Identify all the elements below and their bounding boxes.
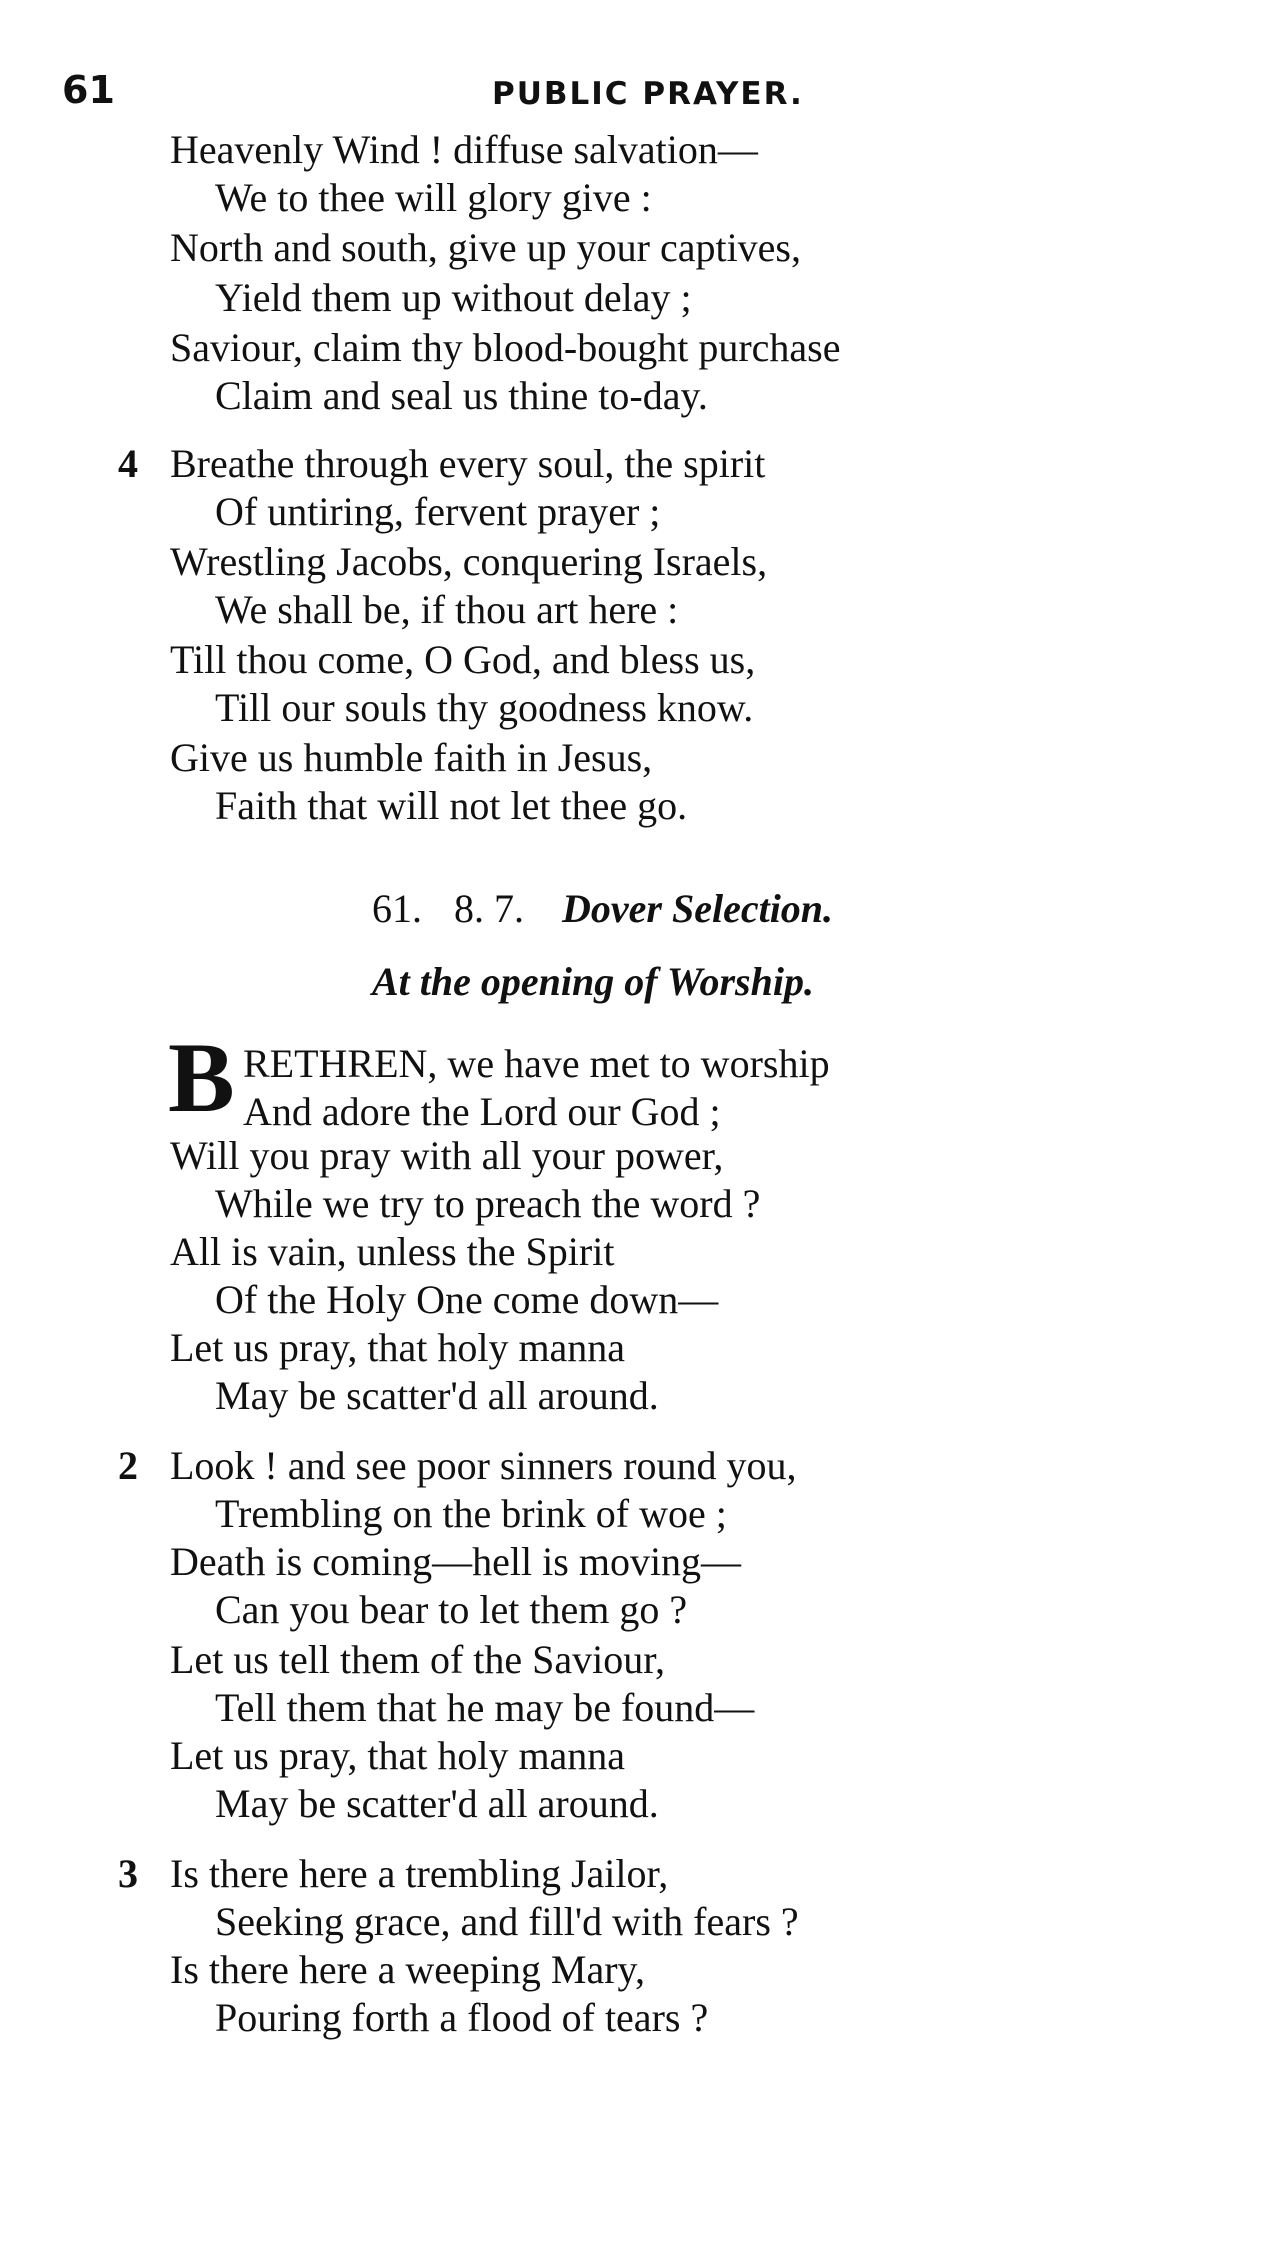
verse-line: May be scatter'd all around. [215,1373,659,1418]
verse-line: Till our souls thy goodness know. [215,685,754,730]
verse-line: Of the Holy One come down— [215,1277,719,1322]
verse-line: Death is coming—hell is moving— [170,1539,742,1584]
verse-line: RETHREN, we have met to worship [243,1041,830,1086]
verse-line: Look ! and see poor sinners round you, [170,1443,797,1488]
page-number: 61 [62,68,115,112]
hymn-number: 61. [372,886,422,931]
hymn-meter: 8. 7. [454,886,524,931]
verse-line: Will you pray with all your power, [170,1133,724,1178]
verse-line: North and south, give up your captives, [170,225,801,270]
hymn-header [372,885,833,932]
running-head [62,68,1212,128]
verse-line: We shall be, if thou art here : [215,587,679,632]
verse-line: Breathe through every soul, the spirit [170,441,766,486]
verse-line: Can you bear to let them go ? [215,1587,688,1632]
verse-line: May be scatter'd all around. [215,1781,659,1826]
drop-cap: B [168,1022,235,1133]
verse-line: Wrestling Jacobs, conquering Israels, [170,539,768,584]
hymn-source: Dover Selection. [562,886,834,931]
stanza-number: 3 [118,1851,138,1896]
verse-line: Let us tell them of the Saviour, [170,1637,665,1682]
verse-line: Is there here a trembling Jailor, [170,1851,669,1896]
verse-line: Claim and seal us thine to-day. [215,373,708,418]
verse-line: We to thee will glory give : [215,175,652,220]
verse-line: And adore the Lord our God ; [243,1089,721,1134]
stanza-number: 4 [118,441,138,486]
verse-line: Faith that will not let thee go. [215,783,688,828]
verse-line: Saviour, claim thy blood-bought purchase [170,325,841,370]
verse-line: All is vain, unless the Spirit [170,1229,615,1274]
verse-line: Give us humble faith in Jesus, [170,735,653,780]
stanza-number: 2 [118,1443,138,1488]
hymn-occasion: At the opening of Worship. [372,959,814,1004]
verse-line: While we try to preach the word ? [215,1181,761,1226]
verse-line: Yield them up without delay ; [215,275,692,320]
verse-line: Heavenly Wind ! diffuse salvation— [170,127,758,172]
running-title: PUBLIC PRAYER. [492,76,804,112]
verse-line: Of untiring, fervent prayer ; [215,489,661,534]
verse-line: Till thou come, O God, and bless us, [170,637,756,682]
verse-line: Seeking grace, and fill'd with fears ? [215,1899,799,1944]
verse-line: Let us pray, that holy manna [170,1733,626,1778]
verse-line: Is there here a weeping Mary, [170,1947,645,1992]
verse-line: Pouring forth a flood of tears ? [215,1995,709,2040]
verse-line: Let us pray, that holy manna [170,1325,626,1370]
verse-line: Tell them that he may be found— [215,1685,755,1730]
verse-line: Trembling on the brink of woe ; [215,1491,727,1536]
